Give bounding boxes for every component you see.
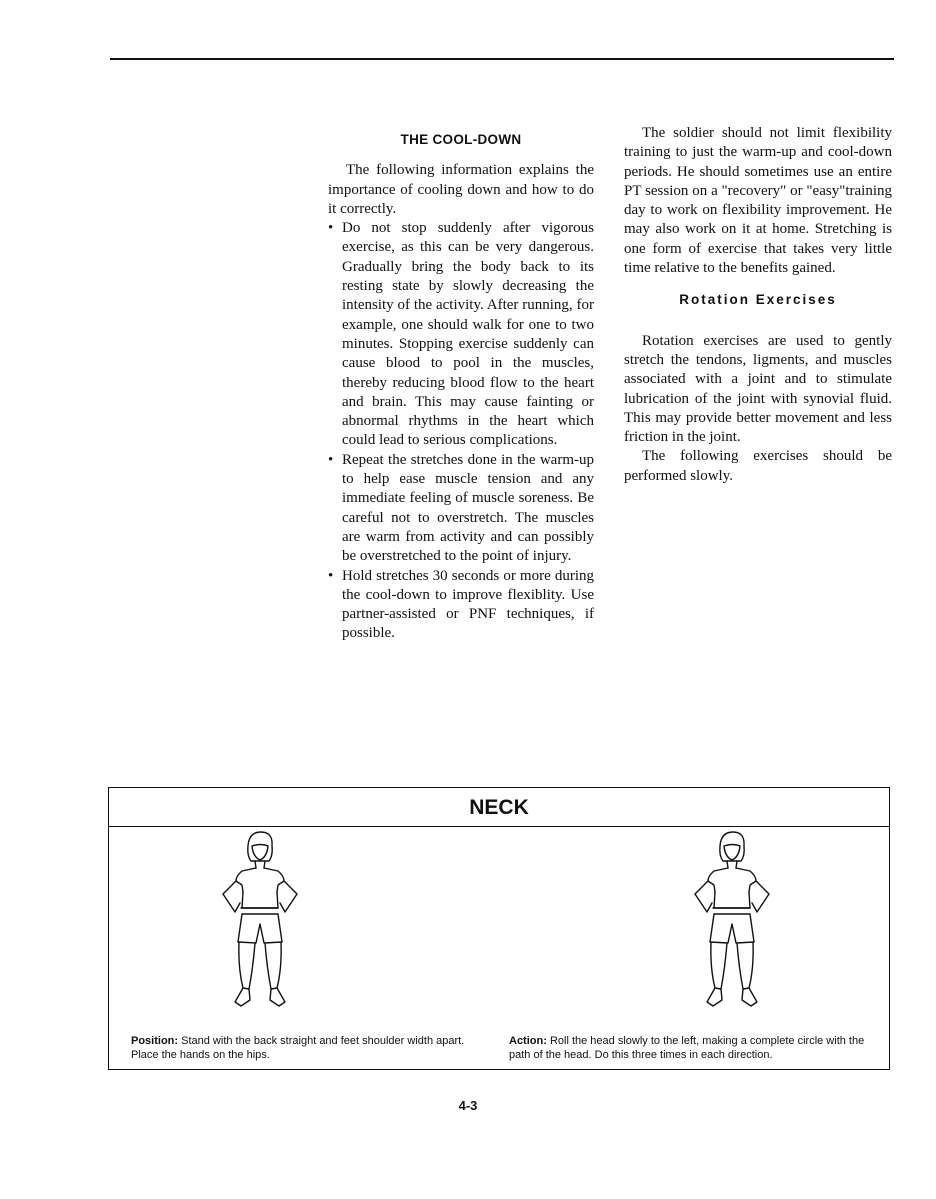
standing-figure-illustration-right [677,830,787,1020]
position-caption [131,1034,491,1062]
cooldown-column [328,130,594,644]
page-number: 4-3 [458,1098,478,1113]
cooldown-bullet-2: • Repeat the stretches done in the warm-up to help ease muscle tension and any immediate feeling of muscle soreness. Be careful not to overstretch. The muscles are warm from activity and can possibly be overstretched to the point of injury. [328,451,594,567]
action-caption [509,1034,871,1062]
neck-exercise-box [108,787,890,1070]
action-label: Action: [509,1035,547,1047]
rotation-paragraph: Rotation exercises are used to gently stretch the tendons, ligments, and muscles associated with a joint and to stimulate lubrication of the joint with synovial fluid. This may provide better movement and less friction in the joint. [624,332,892,446]
cooldown-bullet-3: • Hold stretches 30 seconds or more during the cool-down to improve flexiblity. Use partner-assisted or PNF techniques, if possible. [328,567,594,644]
position-text: Stand with the back straight and feet shoulder width apart. Place the hands on the hips. [131,1035,465,1061]
cooldown-bullet-1: • Do not stop suddenly after vigorous exercise, as this can be very dangerous. Gradually bring the body back to its resting state by slowly decreasing the intensity of the activity. After running, for example, one should walk for one to two minutes. Stopping exercise suddenly can cause blood to pool in the muscles, thereby reducing blood flow to the heart and brain. This may cause fainting or abnormal rhythms in the heart which could lead to serious complications. [328,219,594,451]
standing-figure-illustration [205,830,315,1020]
flexibility-column [624,124,892,486]
position-label: Position: [131,1035,179,1047]
cooldown-list [328,219,594,644]
flexibility-paragraph: The soldier should not limit flexibility training to just the warm-up and cool-down periods. He should sometimes use an entire PT session on a "recovery" or "easy"training day to work on flexibility improvement. He may also work on it at home. Stretching is one form of exercise that takes very little time relative to the benefits gained. [624,125,892,277]
rotation-heading: Rotation Exercises [679,292,837,308]
header-rule [110,58,894,60]
cooldown-intro: The following information explains the importance of cooling down and how to do it correctly. [328,162,594,217]
action-text: Roll the head slowly to the left, making a complete circle with the path of the head. Do this three times in each direction. [509,1035,865,1061]
neck-title: NECK [109,788,889,827]
cooldown-heading: THE COOL-DOWN [400,132,522,147]
rotation-followup: The following exercises should be performed slowly. [624,448,892,484]
